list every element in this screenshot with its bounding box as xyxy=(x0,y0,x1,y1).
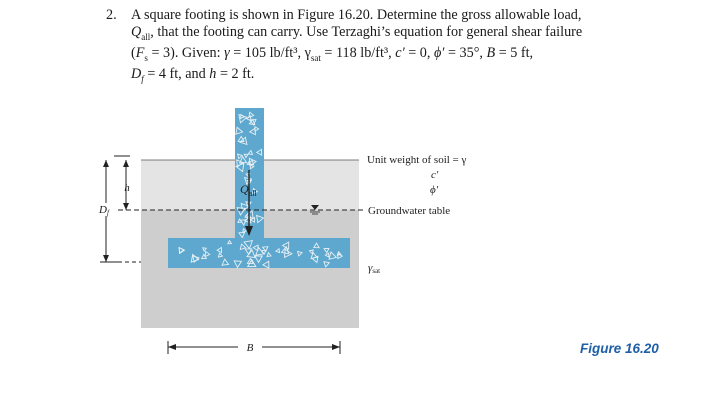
h-label: h xyxy=(124,182,130,194)
h-dimension xyxy=(114,156,130,210)
problem-line-4: $D_f = 4$ ft, and h = 2 ft. xyxy=(131,66,255,85)
figure-caption: Figure 16.20 xyxy=(580,341,659,356)
phi-prime-label: ϕ′ xyxy=(430,184,439,196)
problem-line-2: $Q_{all}$, that the footing can carry. Use Terzaghi’s equation for general shear failure xyxy=(131,23,583,42)
b-label: B xyxy=(246,342,254,354)
gamma-sat-label: γsat xyxy=(368,262,381,275)
problem-line-1: A square footing is shown in Figure 16.20. Determine the gross allowable load, xyxy=(131,7,582,23)
unit-weight-label: Unit weight of soil = γ xyxy=(367,154,467,166)
c-prime-label: c′ xyxy=(431,169,439,181)
q-all-label: $Q_{all}$ xyxy=(240,182,257,198)
groundwater-table-label: Groundwater table xyxy=(368,205,451,217)
df-dimension xyxy=(98,160,118,262)
footing-base xyxy=(168,238,350,268)
df-label: Df xyxy=(99,204,109,217)
problem-number: 2. xyxy=(106,7,117,23)
b-dimension xyxy=(168,341,340,354)
problem-line-3: $(F_s = 3)$. Given: γ = 105 lb/ft³, $\gamma_{sat} = 118$ lb/ft³, c′ = 0, ϕ′ = 35°, B = 5 ft, xyxy=(131,45,534,63)
